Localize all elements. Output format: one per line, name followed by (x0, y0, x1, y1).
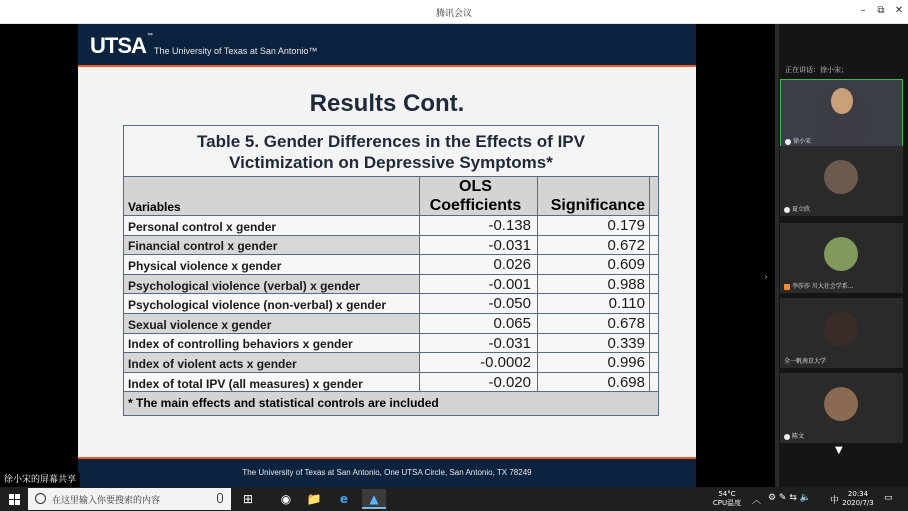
variable-cell: Index of controlling behaviors x gender (124, 334, 420, 353)
table-footnote: * The main effects and statistical controls are included (124, 392, 658, 415)
table-row (124, 216, 658, 236)
table-header-row (124, 177, 658, 216)
variable-cell: Financial control x gender (124, 236, 420, 255)
table-row (124, 275, 658, 295)
search-input[interactable]: 在这里输入你要搜索的内容 (52, 496, 161, 506)
minimize-button[interactable]: – (860, 5, 866, 16)
participant-name: 全一帆南京大学 (784, 358, 827, 365)
speaking-indicator: 正在讲话：徐小宋； (785, 66, 848, 74)
participant-name: 夏立欣 (784, 204, 810, 213)
slide-header (78, 24, 696, 67)
title-bar (0, 0, 908, 24)
notification-icon[interactable]: ▭ (884, 493, 893, 503)
file-explorer-icon[interactable]: 📁 (306, 492, 322, 506)
cortana-icon (35, 493, 46, 504)
variable-cell: Sexual violence x gender (124, 314, 420, 333)
participant-video-tile[interactable] (780, 373, 903, 443)
microphone-icon[interactable] (217, 493, 223, 503)
avatar (824, 160, 858, 194)
coef-cell: 0.026 (420, 255, 538, 274)
variable-cell: Psychological violence (verbal) x gender (124, 275, 420, 294)
sig-cell: 0.179 (538, 216, 650, 235)
participant-video-tile[interactable] (780, 223, 903, 293)
header-variables: Variables (124, 177, 420, 215)
coef-cell: -0.050 (420, 294, 538, 313)
variable-cell: Personal control x gender (124, 216, 420, 235)
table-row (124, 255, 658, 275)
window-title: 腾讯会议 (435, 9, 472, 19)
avatar (824, 237, 858, 271)
table-row (124, 314, 658, 334)
utsa-logo: UTSA™ (90, 33, 152, 58)
participant-video-tile[interactable] (780, 146, 903, 216)
university-name: The University of Texas at San Antonio™ (154, 46, 318, 56)
mic-icon (784, 434, 790, 440)
slide-footer (78, 457, 696, 487)
presentation-slide (78, 24, 696, 487)
coef-cell: -0.031 (420, 236, 538, 255)
sig-cell: 0.609 (538, 255, 650, 274)
mic-icon (784, 207, 790, 213)
edge-icon[interactable]: e (339, 492, 349, 506)
app-icon[interactable]: ◉ (280, 492, 292, 506)
close-button[interactable]: ✕ (894, 5, 904, 16)
cpu-temp-widget[interactable]: 54°C CPU温度 (712, 490, 742, 507)
table-caption: Table 5. Gender Differences in the Effects of IPV Victimization on Depressive Symptoms* (124, 126, 658, 177)
variable-cell: Physical violence x gender (124, 255, 420, 274)
sig-cell: 0.110 (538, 294, 650, 313)
screen-share-label: 徐小宋的屏幕共享 (0, 473, 80, 487)
coef-cell: -0.138 (420, 216, 538, 235)
coef-cell: -0.0002 (420, 353, 538, 372)
participant-name: 李莎莎 川大社会学系... (784, 281, 854, 290)
sig-cell: 0.698 (538, 373, 650, 392)
header-significance: Significance (538, 177, 650, 215)
task-view-icon[interactable]: ⊞ (242, 492, 254, 506)
mic-icon (784, 284, 790, 290)
table-row (124, 373, 658, 393)
tencent-meeting-icon[interactable]: ▲ (362, 489, 386, 509)
participant-video-tile[interactable] (780, 298, 903, 368)
footer-address: The University of Texas at San Antonio, One UTSA Circle, San Antonio, TX 78249 (242, 468, 532, 477)
table-row (124, 334, 658, 354)
coef-cell: 0.065 (420, 314, 538, 333)
header-ols-coefficients: OLS Coefficients (420, 177, 538, 215)
tray-icons[interactable]: ⚙ ✎ ⇆ 🔈 (768, 493, 811, 503)
scroll-down-icon[interactable]: ▼ (835, 445, 843, 456)
variable-cell: Psychological violence (non-verbal) x gender (124, 294, 420, 313)
table-row (124, 353, 658, 373)
clock[interactable]: 20:34 2020/7/3 (842, 490, 874, 507)
variable-cell: Index of total IPV (all measures) x gender (124, 373, 420, 392)
ime-indicator[interactable]: 中 (830, 496, 840, 506)
results-table (123, 125, 659, 416)
coef-cell: -0.031 (420, 334, 538, 353)
maximize-button[interactable]: ⧉ (877, 5, 885, 16)
taskbar-search[interactable] (28, 488, 231, 510)
chevron-up-icon[interactable]: ︿ (752, 496, 762, 506)
participant-video-tile[interactable] (780, 79, 903, 149)
start-button[interactable] (0, 487, 28, 511)
participant-name: 徐小宋 (785, 136, 811, 145)
table-body (124, 216, 658, 392)
coef-cell: -0.020 (420, 373, 538, 392)
sig-cell: 0.339 (538, 334, 650, 353)
sig-cell: 0.988 (538, 275, 650, 294)
variable-cell: Index of violent acts x gender (124, 353, 420, 372)
avatar (824, 312, 858, 346)
mic-icon (785, 139, 791, 145)
table-row (124, 294, 658, 314)
table-row (124, 236, 658, 256)
windows-taskbar (0, 487, 908, 511)
slide-title: Results Cont. (309, 90, 465, 117)
sig-cell: 0.678 (538, 314, 650, 333)
shared-screen-area (0, 24, 775, 487)
avatar (824, 387, 858, 421)
collapse-panel-icon[interactable]: › (764, 272, 768, 283)
sig-cell: 0.996 (538, 353, 650, 372)
coef-cell: -0.001 (420, 275, 538, 294)
sig-cell: 0.672 (538, 236, 650, 255)
participant-panel (775, 24, 908, 487)
participant-name: 陈文 (784, 431, 804, 440)
